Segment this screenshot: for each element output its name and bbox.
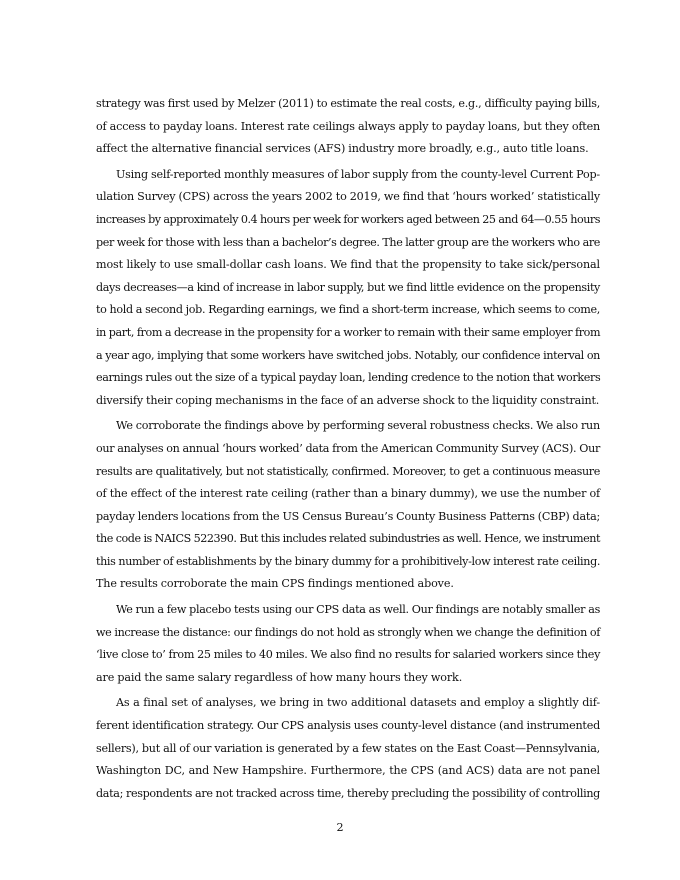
paragraph-3 (96, 415, 600, 596)
text-line: our analyses on annual ‘hours worked’ data from the American Community Survey (ACS). Our (96, 441, 600, 455)
text-line: ferent identification strategy. Our CPS analysis uses county-level distance (and instrumented (96, 719, 600, 733)
text-line: days decreases—a kind of increase in labor supply, but we find little evidence on the propensity (96, 280, 600, 294)
text-line: affect the alternative financial services (AFS) industry more broadly, e.g., auto title loans. (96, 142, 589, 156)
text-line: to hold a second job. Regarding earnings, we find a short-term increase, which seems to come, (96, 303, 600, 317)
text-line: payday lenders locations from the US Census Bureau’s County Business Patterns (CBP) data; (96, 509, 600, 523)
text-line: increases by approximately 0.4 hours per week for workers aged between 25 and 64—0.55 hours (96, 212, 600, 226)
text-line: a year ago, implying that some workers have switched jobs. Notably, our confidence interval on (96, 348, 600, 362)
text-line: per week for those with less than a bachelor’s degree. The latter group are the workers who are (96, 235, 600, 249)
text-line: most likely to use small-dollar cash loans. We find that the propensity to take sick/personal (96, 258, 600, 272)
text-line: of access to payday loans. Interest rate ceilings always apply to payday loans, but they often (96, 119, 600, 133)
text-line: As a final set of analyses, we bring in two additional datasets and employ a slightly dif- (116, 696, 600, 710)
body-text (96, 93, 600, 808)
page-number: 2 (336, 821, 344, 834)
text-line: are paid the same salary regardless of how many hours they work. (96, 670, 463, 684)
text-line: We corroborate the findings above by performing several robustness checks. We also run (116, 419, 600, 433)
text-line: we increase the distance: our findings do not hold as strongly when we change the definition of (96, 625, 600, 639)
text-line: ‘live close to’ from 25 miles to 40 miles. We also find no results for salaried workers since they (96, 648, 601, 662)
text-line: data; respondents are not tracked across time, thereby precluding the possibility of controlling (96, 786, 600, 800)
text-line: ulation Survey (CPS) across the years 2002 to 2019, we find that ‘hours worked’ statistically (96, 190, 600, 204)
text-line: results are qualitatively, but not statistically, confirmed. Moreover, to get a continuous measure (96, 464, 600, 478)
paragraph-4 (96, 599, 600, 689)
text-line: in part, from a decrease in the propensity for a worker to remain with their same employer from (96, 325, 601, 339)
text-line: diversify their coping mechanisms in the face of an adverse shock to the liquidity constraint. (96, 393, 600, 407)
paragraph-1 (96, 93, 600, 161)
text-line: strategy was first used by Melzer (2011) to estimate the real costs, e.g., difficulty paying bills, (96, 97, 600, 110)
text-line: earnings rules out the size of a typical payday loan, lending credence to the notion that workers (96, 371, 601, 385)
text-line: We run a few placebo tests using our CPS data as well. Our findings are notably smaller as (116, 603, 600, 617)
text-line: of the effect of the interest rate ceiling (rather than a binary dummy), we use the number of (96, 487, 600, 501)
text-line: Washington DC, and New Hampshire. Furthermore, the CPS (and ACS) data are not panel (96, 764, 600, 778)
text-line: sellers), but all of our variation is generated by a few states on the East Coast—Pennsylvania, (96, 741, 600, 755)
text-line: this number of establishments by the binary dummy for a prohibitively-low interest rate ceiling. (96, 554, 601, 568)
text-line: the code is NAICS 522390. But this includes related subindustries as well. Hence, we instrument (96, 532, 600, 546)
paragraph-2 (96, 164, 600, 413)
text-line: Using self-reported monthly measures of labor supply from the county-level Current Pop- (116, 167, 600, 181)
text-line: The results corroborate the main CPS findings mentioned above. (96, 577, 454, 591)
paragraph-5 (96, 692, 600, 805)
